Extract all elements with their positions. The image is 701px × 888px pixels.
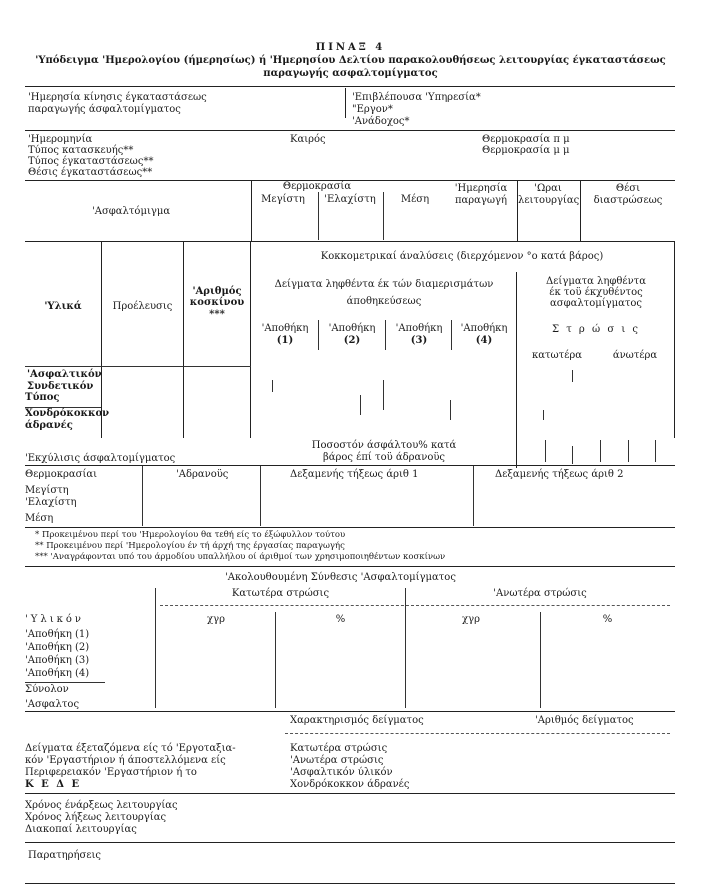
footnote-1: * Προκειμένου περί του 'Ημερολογίου θα τεθή είς το έξώφυλλον τούτου [35, 530, 346, 540]
date-field[interactable]: 'Ημερομηνία [28, 134, 93, 145]
melt-tank-2-header: Δεξαμενής τήξεως άριθ 2 [495, 469, 624, 480]
layers-label: Σ τ ρ ώ σ ι ς [551, 324, 641, 335]
row-asphalt-binder-type: Τύπος [25, 392, 60, 403]
lower-layer-header: Κατωτέρα στρώσις [231, 588, 330, 599]
comp-row-total: Σύνολον [25, 684, 69, 695]
storage-samples-line2: άποθηκεύσεως [346, 296, 422, 307]
divider [183, 242, 184, 438]
asphalt-mix-label: 'Ασφαλτόμιγμα [92, 206, 171, 217]
asphalt-percent-line2: βάρος έπί τοϋ άδρανοϋς [322, 452, 446, 463]
sample-item-coarse-aggregate[interactable]: Χονδρόκοκκον άδρανές [290, 779, 410, 790]
upper-kg-header: χγρ [462, 614, 480, 625]
col-mean: Μέση [400, 194, 430, 205]
divider [275, 612, 276, 708]
divider [674, 242, 675, 438]
lower-layer-label: κατωτέρα [531, 350, 583, 361]
divider [25, 566, 675, 567]
divider [160, 605, 670, 606]
col-origin: Προέλευσις [112, 301, 173, 312]
tick [545, 440, 546, 462]
contractor-field[interactable]: 'Ανάδοχος* [352, 116, 410, 127]
daily-movement-label-2: παραγωγής άσφαλτομίγματος [28, 104, 181, 115]
construction-type-field[interactable]: Τύπος κατασκευής** [28, 145, 134, 156]
weather-field[interactable]: Καιρός [290, 134, 326, 145]
mix-samples-line3: ασφαλτομίγματος [549, 298, 643, 309]
temp-pm-field[interactable]: Θερμοκρασία μ μ [482, 145, 570, 156]
row-coarse-aggregate-2: άδρανές [25, 420, 73, 431]
upper-layer-label: άνωτέρα [612, 350, 658, 361]
lower-kg-header: χγρ [207, 614, 225, 625]
col-sieve-line2: κοσκίνου [189, 297, 245, 308]
divider [250, 242, 251, 438]
divider [155, 588, 156, 708]
melt-tank-1-header: Δεξαμενής τήξεως άριθ 1 [290, 469, 419, 480]
sample-number-header: 'Αριθμός δείγματος [535, 715, 634, 726]
divider [25, 86, 675, 87]
footnote-3: *** 'Αναγράφονται υπό του άρμοδίου υπαλλήλου οί άριθμοί των χρησιμοποιηθέντων κοσκίνων [35, 552, 446, 562]
storage-1-num: (1) [276, 335, 294, 346]
asphalt-percent-line1: Ποσοστόν άσφάλτου% κατά [311, 440, 457, 451]
tick [572, 446, 573, 464]
temp-row-max: Μεγίστη [25, 485, 69, 496]
operation-start-field[interactable]: Χρόνος ένάρξεως λειτουργίας [25, 800, 178, 811]
col-materials: 'Υλικά [44, 301, 82, 312]
comp-row-storage-3: 'Αποθήκη (3) [25, 655, 90, 666]
divider [25, 883, 675, 884]
comp-row-asphalt: 'Ασφαλτος [25, 699, 80, 710]
storage-3-num: (3) [410, 335, 428, 346]
tick [572, 370, 573, 382]
col-laying-position: Θέσι διαστρώσεως [593, 183, 663, 206]
form-title-line1: 'Υπόδειγμα 'Ημερολογίου (ήμερησίως) ή 'Ημερησίου Δελτίου παρακολουθήσεως λειτουργίας έγκαταστάσεως [35, 55, 666, 66]
tick [383, 380, 384, 410]
divider [25, 842, 675, 843]
row-asphalt-binder-2: Συνδετικόν [27, 381, 94, 392]
sample-lab-text-3: Περιφερειακόν 'Εργαστήριον ή το [25, 767, 197, 778]
sample-characterization-header: Χαρακτηρισμός δείγματος [290, 715, 424, 726]
tick [600, 440, 601, 462]
col-max: Μεγίστη [261, 194, 305, 205]
remarks-field[interactable]: Παρατηρήσεις [28, 850, 102, 861]
tick [543, 410, 544, 420]
divider [285, 733, 670, 734]
col-sieve-line1: 'Αριθμός [192, 286, 242, 297]
grading-analysis-header: Κοκκομετρικαί άναλύσεις (διερχόμενον °ο κατά βάρος) [320, 251, 604, 262]
temp-row-min: 'Ελαχίστη [25, 497, 77, 508]
supervising-service-field[interactable]: 'Επιβλέπουσα 'Υπηρεσία* [352, 92, 481, 103]
divider [25, 241, 675, 242]
upper-layer-header: 'Ανωτέρα στρώσις [493, 588, 587, 599]
temperature-group-header: Θερμοκρασία [282, 181, 352, 192]
storage-2-label: 'Αποθήκη [328, 323, 376, 334]
storage-samples-line1: Δείγματα ληφθέντα έκ τών διαμερισμάτων [274, 279, 494, 290]
col-sieve-line3: *** [209, 309, 225, 320]
material-col-header: 'Υλικόν [25, 614, 84, 625]
row-coarse-aggregate-1: Χονδρόκοκκον [25, 408, 110, 419]
row-asphalt-binder-1: 'Ασφαλτικόν [27, 369, 102, 380]
aggregate-header: 'Αδρανοϋς [176, 469, 229, 480]
divider [405, 588, 406, 708]
lower-pct-header: % [335, 614, 346, 625]
storage-3-label: 'Αποθήκη [395, 323, 443, 334]
divider [25, 527, 675, 528]
tick [628, 440, 629, 462]
comp-row-storage-1: 'Αποθήκη (1) [25, 629, 90, 640]
storage-4-label: 'Αποθήκη [460, 323, 508, 334]
operation-interruptions-field[interactable]: Διακοπαί λειτουργίας [25, 824, 137, 835]
divider [345, 88, 346, 118]
divider [25, 793, 675, 794]
installation-position-field[interactable]: Θέσις έγκαταστάσεως** [28, 167, 153, 178]
mix-samples-line1: Δείγματα ληφθέντα [546, 276, 646, 287]
divider [473, 466, 474, 526]
comp-row-storage-4: 'Αποθήκη (4) [25, 668, 90, 679]
sample-item-lower-layer[interactable]: Κατωτέρα στρώσις [290, 743, 388, 754]
col-min: 'Ελαχίστη [324, 194, 376, 205]
divider [25, 366, 251, 367]
tick [272, 380, 273, 392]
divider [25, 130, 675, 131]
divider [516, 272, 517, 468]
divider [580, 181, 581, 241]
tick [655, 440, 656, 462]
temp-am-field[interactable]: Θερμοκρασία π μ [482, 134, 570, 145]
tick [360, 395, 361, 415]
upper-pct-header: % [602, 614, 613, 625]
divider [142, 466, 143, 526]
temp-row-mean: Μέση [25, 513, 54, 524]
sample-item-asphalt-material[interactable]: 'Ασφαλτικόν ύλικόν [290, 767, 393, 778]
mix-extraction-label: 'Εκχύλισις άσφαλτομίγματος [25, 453, 176, 464]
form-title-line2: παραγωγής ασφαλτομίγματος [263, 68, 438, 79]
divider [260, 466, 261, 526]
sample-item-upper-layer[interactable]: 'Ανωτέρα στρώσις [290, 755, 384, 766]
tick [450, 400, 451, 420]
composition-title: 'Ακολουθουμένη Σύνθεσις 'Ασφαλτομίγματος [225, 572, 456, 583]
sample-lab-text-2: κόν 'Εργαστήριον ή άποστελλόμενα είς [25, 755, 226, 766]
divider [25, 711, 675, 712]
storage-4-num: (4) [475, 335, 493, 346]
sample-lab-text-1: Δείγματα έξεταζόμενα είς τό 'Εργοταξια- [25, 743, 236, 754]
mix-samples-line2: έκ τοϋ έκχυθέντος [549, 287, 643, 298]
installation-type-field[interactable]: Τύπος έγκαταστάσεως** [28, 156, 154, 167]
sample-lab-text-4: Κ Ε Δ Ε [25, 779, 82, 790]
col-operating-hours: 'Ωραι λειτουργίας [518, 183, 580, 206]
storage-2-num: (2) [343, 335, 361, 346]
divider [540, 612, 541, 708]
table-number: ΠΙΝΑΞ 4 [315, 42, 386, 53]
col-daily-production: 'Ημερησία παραγωγή [454, 183, 508, 206]
divider [25, 682, 105, 683]
footnote-2: ** Προκειμένου περί 'Ημερολογίου έν τή άρχή της έργασίας παραγωγής [35, 541, 345, 551]
comp-row-storage-2: 'Αποθήκη (2) [25, 642, 90, 653]
storage-1-label: 'Αποθήκη [261, 323, 309, 334]
operation-end-field[interactable]: Χρόνος λήξεως λειτουργίας [25, 812, 167, 823]
daily-movement-label-1: 'Ημερησία κίνησις έγκαταστάσεως [28, 92, 207, 103]
project-field[interactable]: "Εργον* [352, 104, 393, 115]
divider [25, 465, 675, 466]
temperatures-header: Θερμοκρασίαι [25, 469, 98, 480]
